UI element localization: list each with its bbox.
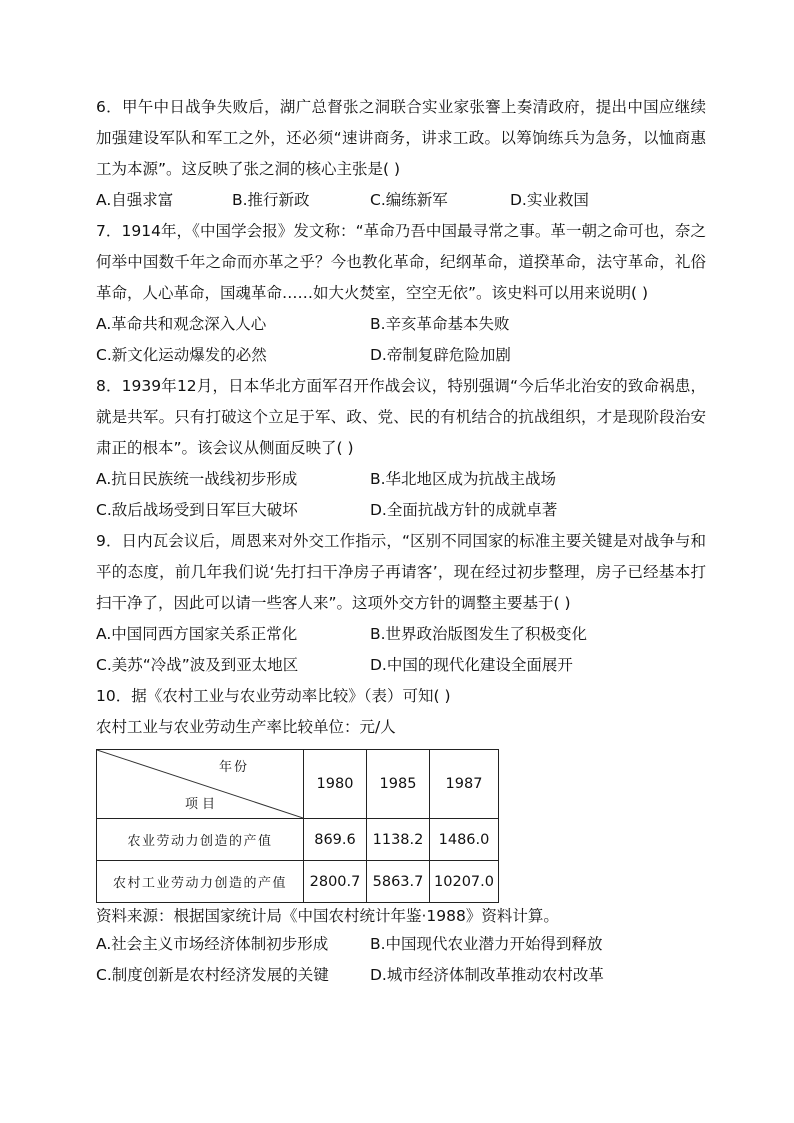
table-cell: 869.6 xyxy=(304,819,367,861)
year-header: 1980 xyxy=(304,750,367,819)
question-6-stem: 6．甲午中日战争失败后，湖广总督张之洞联合实业家张謇上奏清政府，提出中国应继续加强建设军队和军工之外，还必须“速讲商务，讲求工政。以筹饷练兵为急务，以恤商惠工为本源”。这反映了张之洞的核心主张是( ) xyxy=(96,98,706,178)
option-a[interactable]: A.中国同西方国家关系正常化 xyxy=(96,625,298,643)
row-label: 农业劳动力创造的产值 xyxy=(97,819,304,861)
option-d[interactable]: D.实业救国 xyxy=(510,191,589,209)
question-10-options-row-2 xyxy=(96,960,706,991)
question-7-stem: 7．1914年，《中国学会报》发文称：“革命乃吾中国最寻常之事。革一朝之命可也，奈之何举中国数千年之命而亦革之乎？今也教化革命，纪纲革命，道揆革命，法守革命，礼俗革命，人心革命，国魂革命……如大火焚室，空空无依”。该史料可以用来说明( ) xyxy=(96,222,706,302)
year-header: 1985 xyxy=(367,750,430,819)
option-b[interactable]: B.推行新政 xyxy=(232,191,310,209)
option-c[interactable]: C.编练新军 xyxy=(370,191,448,209)
question-8-options-row-1 xyxy=(96,464,706,495)
question-8-stem: 8．1939年12月，日本华北方面军召开作战会议，特别强调“今后华北治安的致命祸患，就是共军。只有打破这个立足于军、政、党、民的有机结合的抗战组织，才是现阶段治安肃正的根本”。该会议从侧面反映了( ) xyxy=(96,377,706,457)
table-cell: 5863.7 xyxy=(367,861,430,903)
exam-page xyxy=(96,92,706,991)
option-d[interactable]: D.中国的现代化建设全面展开 xyxy=(370,656,573,674)
question-10-options-row-1 xyxy=(96,929,706,960)
table-row xyxy=(97,861,499,903)
productivity-table xyxy=(96,749,499,903)
question-7-options-row-1 xyxy=(96,309,706,340)
option-a[interactable]: A.革命共和观念深入人心 xyxy=(96,315,267,333)
option-b[interactable]: B.辛亥革命基本失败 xyxy=(370,315,510,333)
year-header: 1987 xyxy=(430,750,499,819)
table-cell: 1138.2 xyxy=(367,819,430,861)
option-c[interactable]: C.美苏“冷战”波及到亚太地区 xyxy=(96,656,299,674)
option-b[interactable]: B.世界政治版图发生了积极变化 xyxy=(370,625,588,643)
option-b[interactable]: B.华北地区成为抗战主战场 xyxy=(370,470,557,488)
question-9-options-row-1 xyxy=(96,619,706,650)
table-source-note: 资料来源：根据国家统计局《中国农村统计年鉴·1988》资料计算。 xyxy=(96,907,559,925)
question-7-options-row-2 xyxy=(96,340,706,371)
row-label: 农村工业劳动力创造的产值 xyxy=(97,861,304,903)
option-d[interactable]: D.全面抗战方针的成就卓著 xyxy=(370,501,558,519)
option-c[interactable]: C.敌后战场受到日军巨大破坏 xyxy=(96,501,298,519)
corner-label-item: 项目 xyxy=(185,797,220,812)
option-c[interactable]: C.制度创新是农村经济发展的关键 xyxy=(96,966,329,984)
question-10-stem: 10．据《农村工业与农业劳动率比较》（表）可知( ) xyxy=(96,687,451,705)
table-row xyxy=(97,819,499,861)
question-6-options xyxy=(96,185,706,216)
option-c[interactable]: C.新文化运动爆发的必然 xyxy=(96,346,267,364)
table-cell: 10207.0 xyxy=(430,861,499,903)
table-corner-header xyxy=(97,750,304,819)
table-cell: 1486.0 xyxy=(430,819,499,861)
question-9-options-row-2 xyxy=(96,650,706,681)
option-d[interactable]: D.城市经济体制改革推动农村改革 xyxy=(370,966,604,984)
option-a[interactable]: A.社会主义市场经济体制初步形成 xyxy=(96,935,329,953)
option-b[interactable]: B.中国现代农业潜力开始得到释放 xyxy=(370,935,603,953)
question-8-options-row-2 xyxy=(96,495,706,526)
option-a[interactable]: A.自强求富 xyxy=(96,191,174,209)
table-caption: 农村工业与农业劳动生产率比较单位：元/人 xyxy=(96,718,396,736)
corner-label-year: 年份 xyxy=(218,760,249,775)
option-d[interactable]: D.帝制复辟危险加剧 xyxy=(370,346,511,364)
option-a[interactable]: A.抗日民族统一战线初步形成 xyxy=(96,470,298,488)
table-cell: 2800.7 xyxy=(304,861,367,903)
question-9-stem: 9．日内瓦会议后，周恩来对外交工作指示，“区别不同国家的标准主要关键是对战争与和平的态度，前几年我们说‘先打扫干净房子再请客’，现在经过初步整理，房子已经基本打扫干净了，因此可以请一些客人来”。这项外交方针的调整主要基于( ) xyxy=(96,532,706,612)
